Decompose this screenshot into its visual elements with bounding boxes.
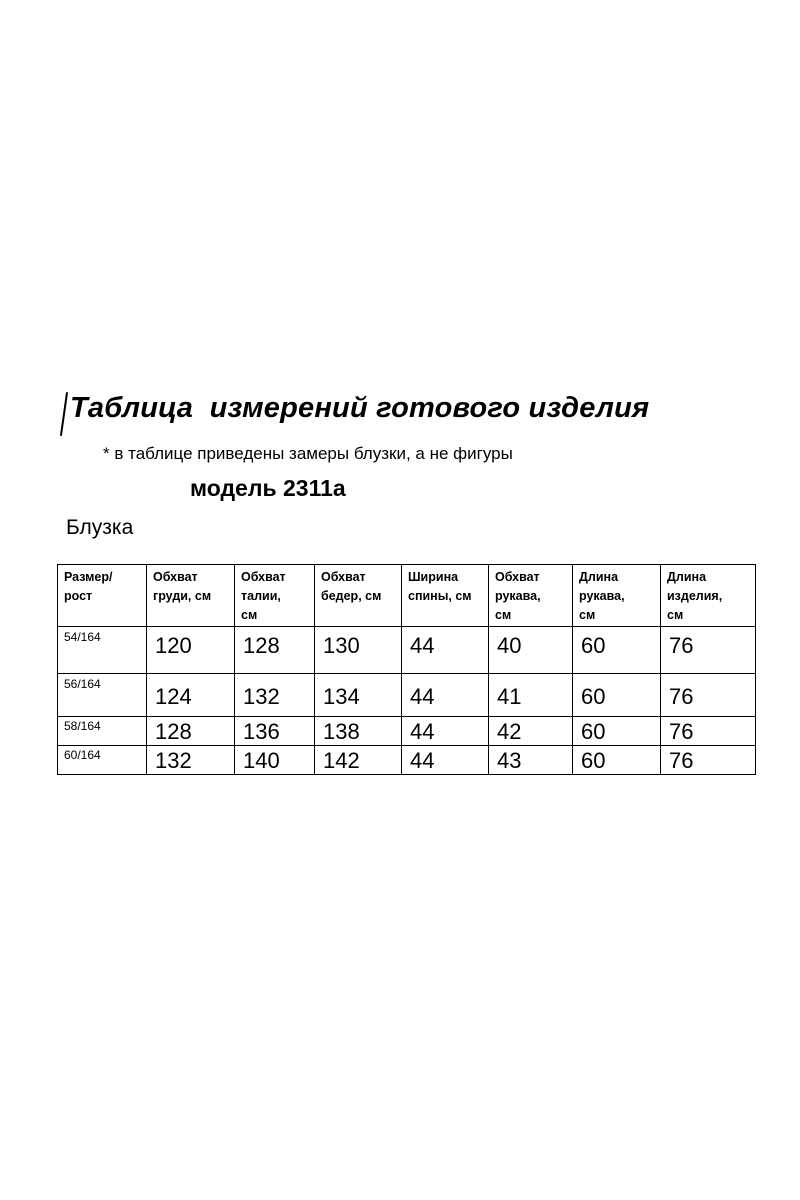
- chest-cell: 132: [147, 746, 235, 775]
- back-width-cell: 44: [402, 627, 489, 674]
- header-sleeve-girth: Обхват рукава, см: [489, 565, 573, 627]
- table-row: [58, 717, 756, 746]
- table-row: [58, 674, 756, 717]
- header-garment-length: Длина изделия, см: [661, 565, 756, 627]
- back-width-cell: 44: [402, 717, 489, 746]
- sleeve-length-cell: 60: [573, 717, 661, 746]
- garment-length-cell: 76: [661, 627, 756, 674]
- waist-cell: 136: [235, 717, 315, 746]
- size-chart-table: [57, 564, 756, 775]
- size-cell: 56/164: [58, 674, 147, 717]
- table-header-row: [58, 565, 756, 627]
- header-chest: Обхват груди, см: [147, 565, 235, 627]
- hips-cell: 138: [315, 717, 402, 746]
- waist-cell: 128: [235, 627, 315, 674]
- sleeve-length-cell: 60: [573, 627, 661, 674]
- model-number: модель 2311а: [190, 475, 346, 501]
- sleeve-length-cell: 60: [573, 746, 661, 775]
- hips-cell: 134: [315, 674, 402, 717]
- size-cell: 54/164: [58, 627, 147, 674]
- hips-cell: 142: [315, 746, 402, 775]
- back-width-cell: 44: [402, 746, 489, 775]
- sleeve-girth-cell: 40: [489, 627, 573, 674]
- header-size-height: Размер/ рост: [58, 565, 147, 627]
- chest-cell: 124: [147, 674, 235, 717]
- hips-cell: 130: [315, 627, 402, 674]
- garment-length-cell: 76: [661, 746, 756, 775]
- sleeve-girth-cell: 42: [489, 717, 573, 746]
- garment-length-cell: 76: [661, 717, 756, 746]
- table-row: [58, 627, 756, 674]
- text-cursor-mark: [60, 392, 68, 436]
- header-waist: Обхват талии, см: [235, 565, 315, 627]
- header-back-width: Ширина спины, см: [402, 565, 489, 627]
- waist-cell: 140: [235, 746, 315, 775]
- header-sleeve-length: Длина рукава, см: [573, 565, 661, 627]
- chest-cell: 120: [147, 627, 235, 674]
- document-title: Таблица измерений готового изделия: [70, 392, 650, 424]
- chest-cell: 128: [147, 717, 235, 746]
- waist-cell: 132: [235, 674, 315, 717]
- measurement-note: * в таблице приведены замеры блузки, а не фигуры: [103, 444, 513, 463]
- back-width-cell: 44: [402, 674, 489, 717]
- size-cell: 60/164: [58, 746, 147, 775]
- table-row: [58, 746, 756, 775]
- header-hips: Обхват бедер, см: [315, 565, 402, 627]
- sleeve-length-cell: 60: [573, 674, 661, 717]
- garment-type: Блузка: [66, 516, 134, 539]
- size-cell: 58/164: [58, 717, 147, 746]
- sleeve-girth-cell: 43: [489, 746, 573, 775]
- sleeve-girth-cell: 41: [489, 674, 573, 717]
- garment-length-cell: 76: [661, 674, 756, 717]
